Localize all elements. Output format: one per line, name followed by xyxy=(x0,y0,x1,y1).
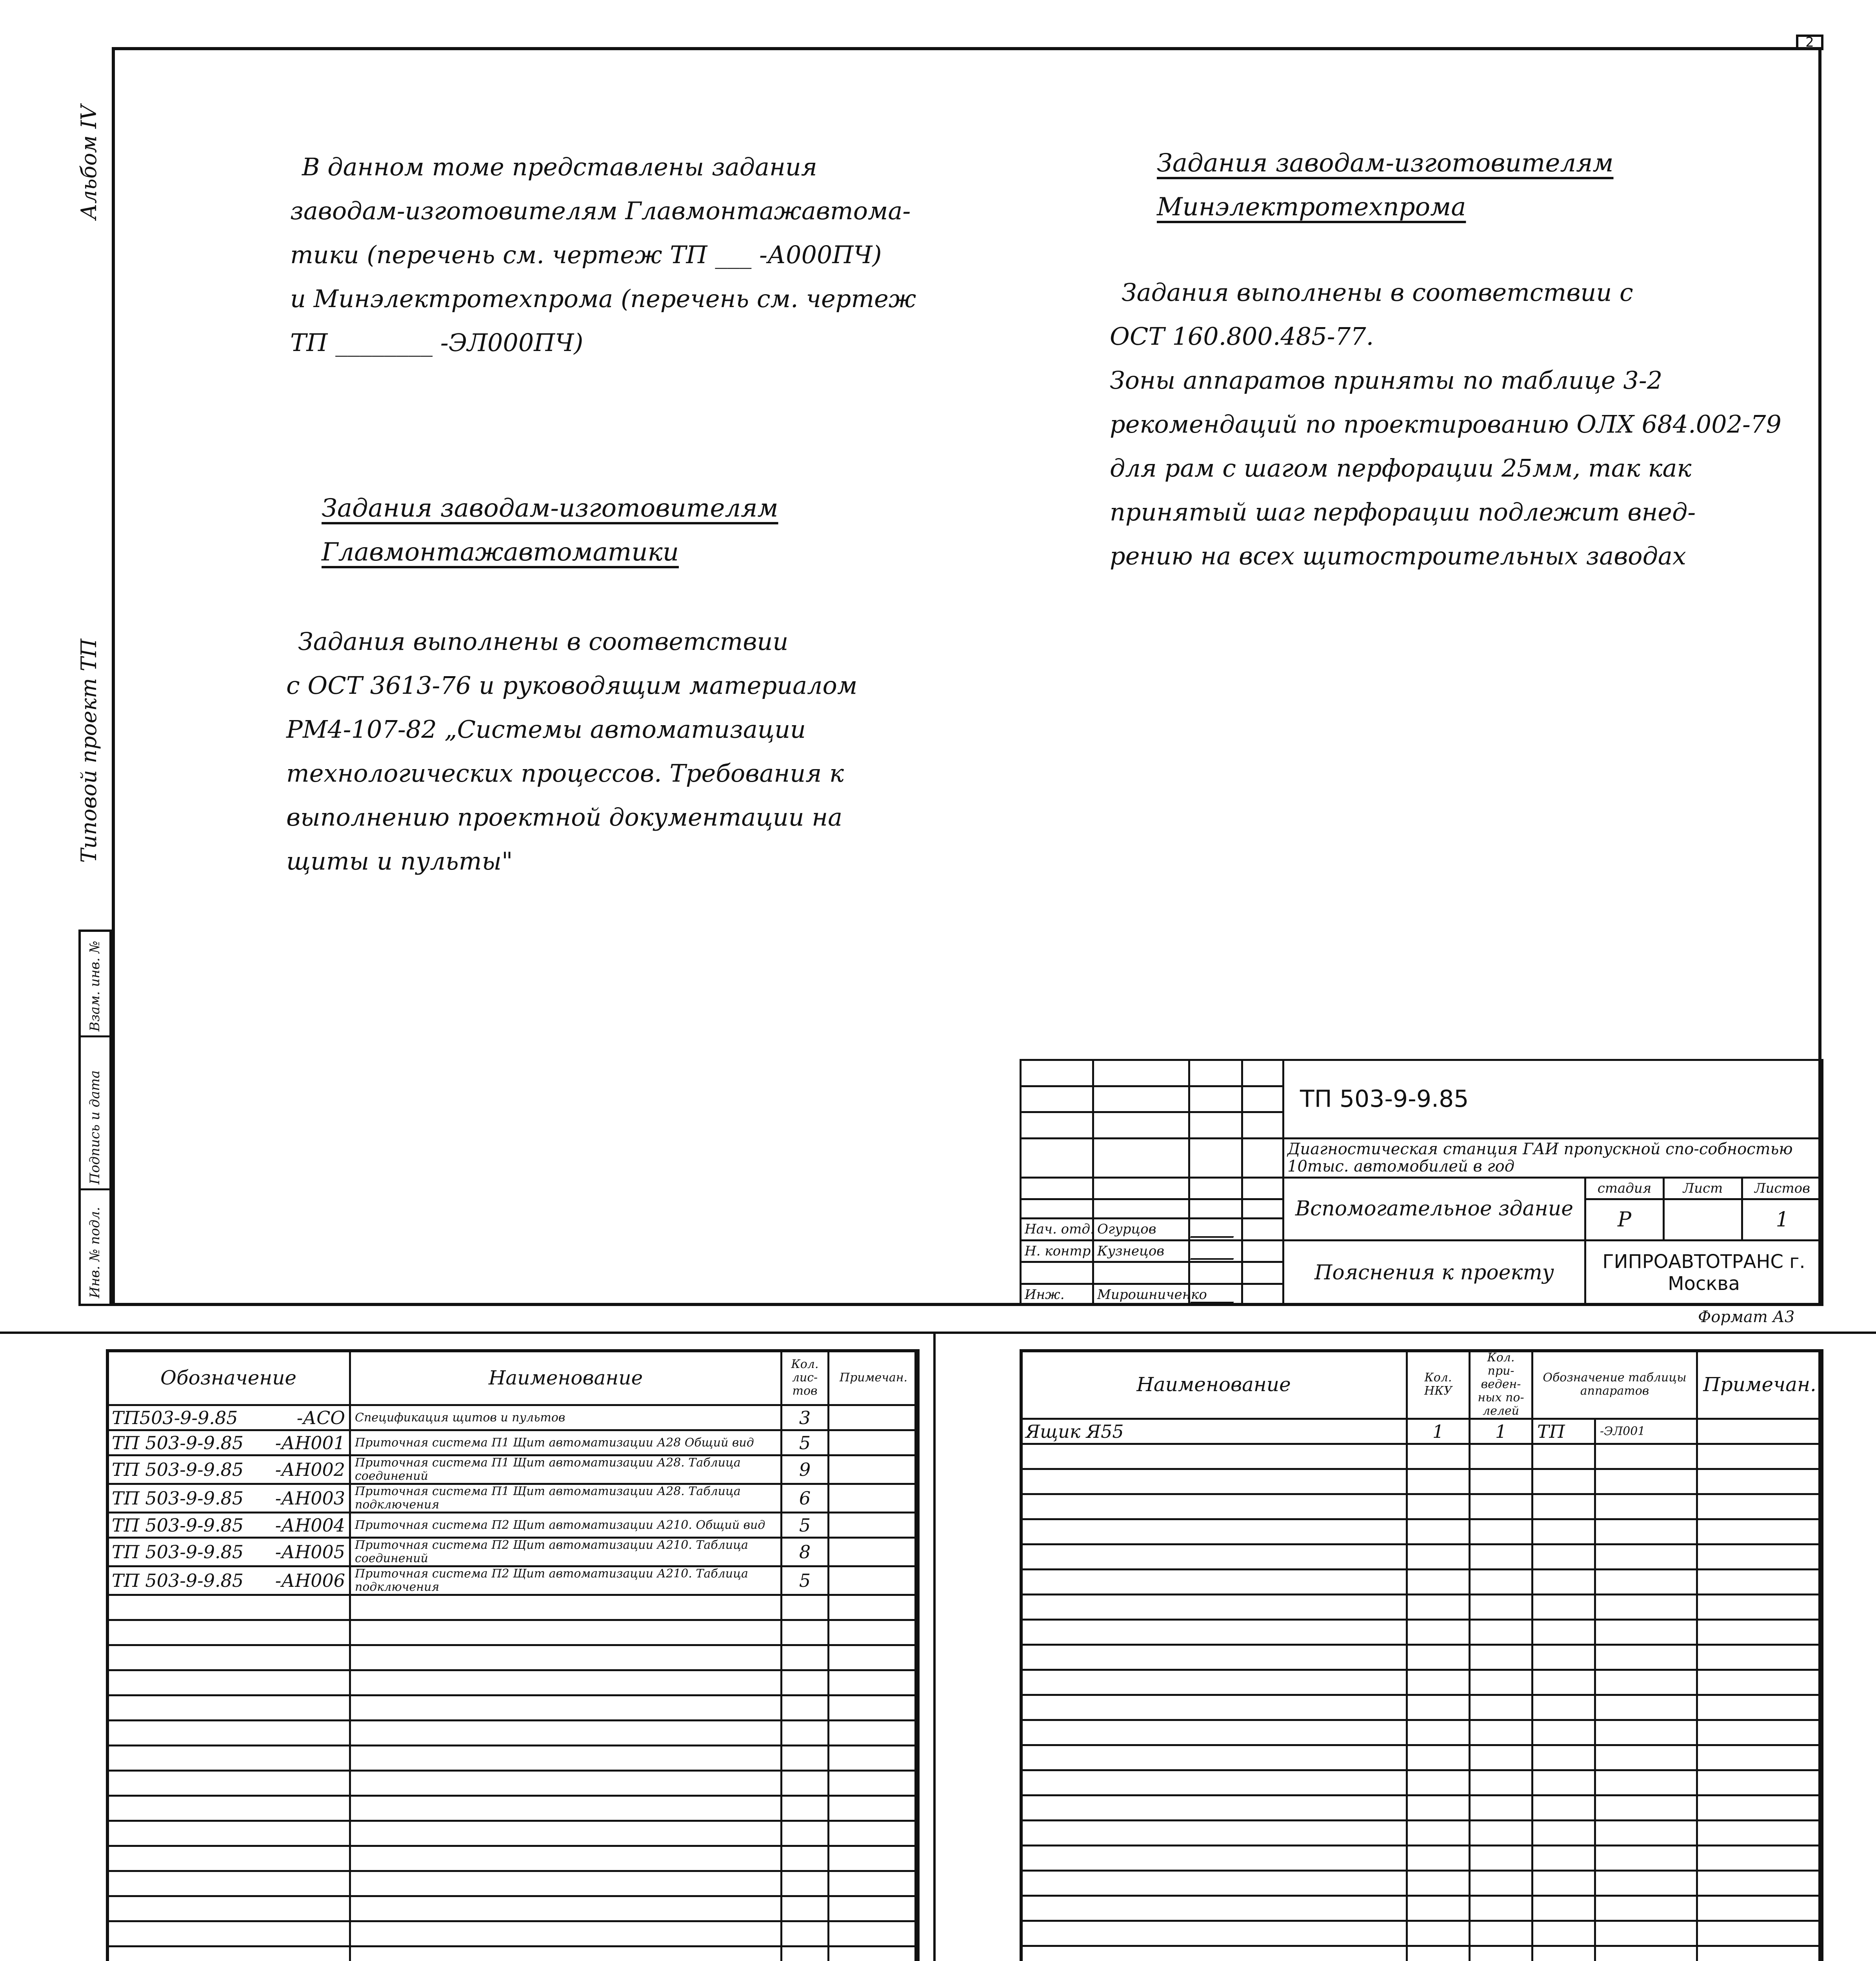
empty-row xyxy=(1021,1670,1823,1695)
body-line: технологических процессов. Требования к xyxy=(286,759,844,788)
sheet-number: 2 xyxy=(1805,35,1814,50)
top-org: ГИПРОАВТОТРАНС г. Москва xyxy=(1585,1240,1823,1305)
name-cell: Ящик Я55 xyxy=(1021,1419,1407,1444)
empty-row xyxy=(1021,1620,1823,1645)
table-row xyxy=(107,1538,919,1566)
body-line: ОСТ 160.800.485-77. xyxy=(1110,322,1374,351)
col-reference: Обозначение таблицы аппаратов xyxy=(1532,1350,1697,1419)
empty-row xyxy=(1021,1896,1823,1921)
empty-row xyxy=(107,1721,919,1746)
top-description: Диагностическая станция ГАИ пропускной спо-собностью 10тыс. автомобилей в год xyxy=(1283,1138,1823,1177)
signature-mark xyxy=(1190,1221,1240,1238)
empty-row xyxy=(1021,1770,1823,1795)
top-code: ТП 503-9-9.85 xyxy=(1283,1060,1823,1139)
code-text: ТП 503-9-9.85 xyxy=(112,1541,244,1563)
header-line: Задания заводам-изготовителям xyxy=(322,494,778,523)
code-text: ТП 503-9-9.85 xyxy=(112,1432,244,1453)
role-cell: Нач. отд. xyxy=(1021,1218,1093,1240)
header-line: Задания заводам-изготовителям xyxy=(1157,149,1614,178)
empty-row xyxy=(1021,1720,1823,1745)
name-cell: Спецификация щитов и пультов xyxy=(350,1405,782,1430)
body-line: рению на всех щитостроительных заводах xyxy=(1110,542,1686,570)
signature-mark xyxy=(1190,1242,1240,1260)
devices-list-table xyxy=(1020,1349,1823,1961)
code-suffix: -АСО xyxy=(296,1407,345,1428)
note-cell xyxy=(829,1430,919,1455)
code-text: ТП 503-9-9.85 xyxy=(112,1570,244,1591)
col-qty: Кол. при-веден-ных по-лелей xyxy=(1470,1350,1532,1419)
body-line: Задания выполнены в соответствии с xyxy=(1122,278,1633,307)
code-text: ТП 503-9-9.85 xyxy=(112,1459,244,1480)
sheet-label: Лист xyxy=(1664,1177,1742,1199)
empty-row xyxy=(107,1846,919,1871)
col-name: Наименование xyxy=(1021,1350,1407,1419)
body-line: выполнению проектной документации на xyxy=(286,803,843,831)
minelectro-header xyxy=(1157,141,1614,229)
sheets-value: 1 xyxy=(1742,1199,1823,1240)
ref-suffix-cell: -ЭЛ001 xyxy=(1595,1419,1697,1444)
empty-row xyxy=(1021,1921,1823,1946)
table-row xyxy=(107,1405,919,1430)
name-cell: Огурцов xyxy=(1093,1218,1189,1240)
body-line: щиты и пульты" xyxy=(286,847,513,875)
body-line: рекомендаций по проектированию ОЛХ 684.002-79 xyxy=(1110,410,1781,438)
empty-row xyxy=(107,1645,919,1670)
note-cell xyxy=(1697,1419,1823,1444)
stage-value: Р xyxy=(1585,1199,1664,1240)
name-cell: Приточная система П2 Щит автоматизации А210. Таблица соединений xyxy=(350,1538,782,1566)
sheets-label: Листов xyxy=(1742,1177,1823,1199)
name-cell: Приточная система П2 Щит автоматизации А210. Общий вид xyxy=(350,1513,782,1538)
note-cell xyxy=(829,1455,919,1484)
note-cell xyxy=(829,1405,919,1430)
empty-row xyxy=(1021,1846,1823,1871)
empty-row xyxy=(107,1620,919,1645)
empty-row xyxy=(1021,1595,1823,1620)
glavmontazh-header xyxy=(322,486,778,574)
vertical-divider xyxy=(933,1333,936,1961)
designation-cell xyxy=(107,1484,350,1513)
table-row xyxy=(107,1430,919,1455)
count-cell: 5 xyxy=(782,1430,829,1455)
code-suffix: -АН004 xyxy=(275,1514,345,1536)
code-text: ТП 503-9-9.85 xyxy=(112,1488,244,1509)
empty-row xyxy=(107,1946,919,1961)
sheet-number-box xyxy=(1796,35,1823,50)
empty-row xyxy=(107,1921,919,1946)
table-row xyxy=(107,1455,919,1484)
sheet-divider xyxy=(0,1332,1876,1334)
col-note: Примечан. xyxy=(829,1350,919,1405)
empty-row xyxy=(1021,1821,1823,1846)
name-cell: Кузнецов xyxy=(1093,1240,1189,1262)
empty-row xyxy=(1021,1871,1823,1896)
body-line: с ОСТ 3613-76 и руководящим материалом xyxy=(286,671,858,700)
name-cell: Приточная система П2 Щит автоматизации А210. Таблица подключения xyxy=(350,1566,782,1595)
table-row xyxy=(1021,1419,1823,1444)
empty-row xyxy=(107,1821,919,1846)
table-row xyxy=(107,1566,919,1595)
minelectro-body xyxy=(1110,271,1781,578)
col-nku: Кол. НКУ xyxy=(1407,1350,1470,1419)
empty-row xyxy=(1021,1544,1823,1570)
code-suffix: -АН002 xyxy=(275,1459,345,1480)
drawings-list-table xyxy=(106,1349,920,1961)
header-line: Минэлектротехпрома xyxy=(1157,193,1466,222)
empty-row xyxy=(1021,1745,1823,1770)
intro-notes xyxy=(290,145,916,365)
empty-row xyxy=(107,1896,919,1921)
col-name: Наименование xyxy=(350,1350,782,1405)
stage-label: стадия xyxy=(1585,1177,1664,1199)
col-designation: Обозначение xyxy=(107,1350,350,1405)
table-row xyxy=(107,1484,919,1513)
body-line: Задания выполнены в соответствии xyxy=(298,627,789,656)
empty-row xyxy=(1021,1444,1823,1469)
empty-row xyxy=(107,1670,919,1695)
body-line: РМ4-107-82 „Системы автоматизации xyxy=(286,715,806,744)
body-line: принятый шаг перфорации подлежит внед- xyxy=(1110,498,1696,526)
empty-row xyxy=(1021,1469,1823,1494)
empty-row xyxy=(107,1771,919,1796)
note-cell xyxy=(829,1538,919,1566)
stamp-cell-signature: Подпись и дата xyxy=(87,1070,103,1184)
table-row xyxy=(107,1513,919,1538)
glavmontazh-body xyxy=(286,620,857,883)
empty-row xyxy=(107,1695,919,1721)
body-line: Зоны аппаратов приняты по таблице 3-2 xyxy=(1110,366,1663,395)
col-count: Кол. лис-тов xyxy=(782,1350,829,1405)
designation-cell xyxy=(107,1455,350,1484)
body-line: для рам с шагом перфорации 25мм, так как xyxy=(1110,454,1692,482)
name-cell: Приточная система П1 Щит автоматизации А28. Таблица соединений xyxy=(350,1455,782,1484)
empty-row xyxy=(1021,1946,1823,1961)
format-label-top: Формат А3 xyxy=(1698,1308,1795,1326)
role-cell: Н. контр. xyxy=(1021,1240,1093,1262)
designation-cell xyxy=(107,1566,350,1595)
album-label: Альбом IV xyxy=(76,105,101,220)
code-suffix: -АН001 xyxy=(275,1432,345,1453)
designation-cell xyxy=(107,1405,350,1430)
nku-cell: 1 xyxy=(1407,1419,1470,1444)
designation-cell xyxy=(107,1513,350,1538)
empty-row xyxy=(107,1871,919,1896)
code-suffix: -АН006 xyxy=(275,1570,345,1591)
intro-line: заводам-изготовителям Главмонтажавтома- xyxy=(290,196,911,225)
note-cell xyxy=(829,1566,919,1595)
name-cell: Приточная система П1 Щит автоматизации А28. Таблица подключения xyxy=(350,1484,782,1513)
name-cell: Мирошниченко xyxy=(1093,1284,1189,1305)
top-sheet-title: Пояснения к проекту xyxy=(1283,1240,1585,1305)
empty-row xyxy=(107,1595,919,1620)
empty-row xyxy=(1021,1695,1823,1720)
count-cell: 6 xyxy=(782,1484,829,1513)
intro-line: тики (перечень см. чертеж ТП ___ -А000ПЧ) xyxy=(290,240,882,269)
intro-line: и Минэлектротехпрома (перечень см. чертеж xyxy=(290,284,916,313)
count-cell: 5 xyxy=(782,1566,829,1595)
header-line: Главмонтажавтоматики xyxy=(322,538,679,567)
empty-row xyxy=(1021,1519,1823,1544)
note-cell xyxy=(829,1484,919,1513)
count-cell: 9 xyxy=(782,1455,829,1484)
empty-row xyxy=(107,1796,919,1821)
role-cell: Инж. xyxy=(1021,1284,1093,1305)
empty-row xyxy=(107,1746,919,1771)
empty-row xyxy=(1021,1494,1823,1519)
empty-row xyxy=(1021,1795,1823,1821)
designation-cell xyxy=(107,1538,350,1566)
count-cell: 5 xyxy=(782,1513,829,1538)
code-suffix: -АН005 xyxy=(275,1541,345,1563)
stamp-cell-substitute: Взам. инв. № xyxy=(87,940,103,1031)
top-doc-type: Вспомогательное здание xyxy=(1283,1177,1585,1240)
title-block-top xyxy=(1020,1059,1823,1306)
code-suffix: -АН003 xyxy=(275,1488,345,1509)
col-note: Примечан. xyxy=(1697,1350,1823,1419)
name-cell: Приточная система П1 Щит автоматизации А28 Общий вид xyxy=(350,1430,782,1455)
stamp-cell-inventory: Инв. № подл. xyxy=(87,1207,103,1298)
code-text: ТП 503-9-9.85 xyxy=(112,1514,244,1536)
signature-mark xyxy=(1190,1286,1240,1303)
count-cell: 8 xyxy=(782,1538,829,1566)
empty-row xyxy=(1021,1645,1823,1670)
count-cell: 3 xyxy=(782,1405,829,1430)
intro-line: ТП ________ -ЭЛ000ПЧ) xyxy=(290,328,584,357)
typical-project-label: Типовой проект ТП xyxy=(76,639,101,863)
intro-line: В данном томе представлены задания xyxy=(302,153,817,181)
empty-row xyxy=(1021,1570,1823,1595)
note-cell xyxy=(829,1513,919,1538)
code-text: ТП503-9-9.85 xyxy=(112,1407,238,1428)
designation-cell xyxy=(107,1430,350,1455)
ref-cell: ТП xyxy=(1532,1419,1595,1444)
qty-cell: 1 xyxy=(1470,1419,1532,1444)
